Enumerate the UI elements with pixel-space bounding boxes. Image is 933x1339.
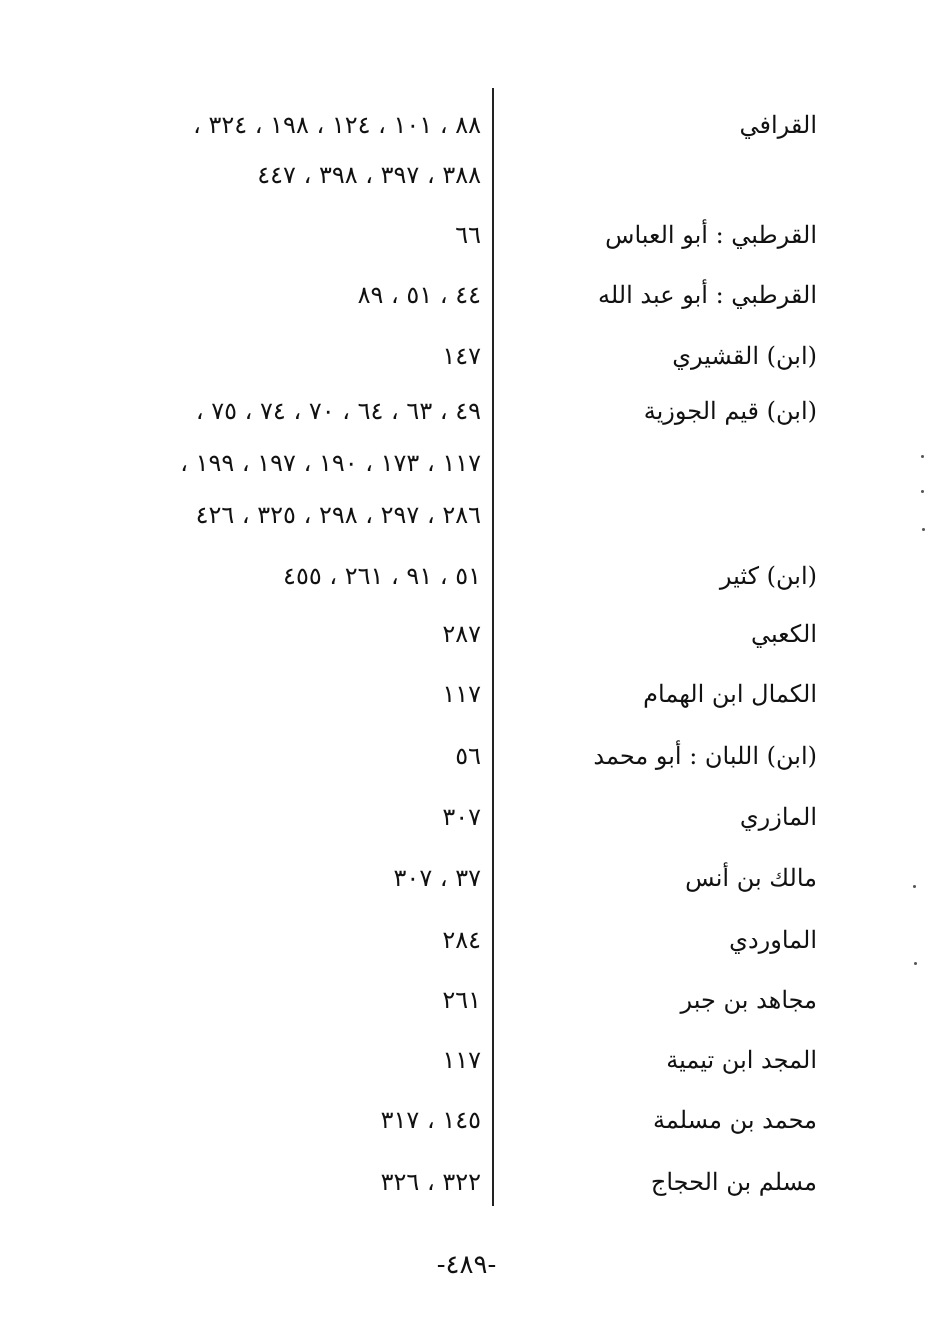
index-entry-name: (ابن) اللبان : أبو محمد: [593, 742, 817, 770]
scan-speck: [921, 490, 924, 493]
index-entry-pages: ١١٧: [442, 680, 481, 708]
column-divider: [492, 88, 494, 1206]
index-entry-pages: ٣٢٢ ، ٣٢٦: [380, 1168, 481, 1196]
index-entry-pages: ٤٩ ، ٦٣ ، ٦٤ ، ٧٠ ، ٧٤ ، ٧٥ ،: [195, 397, 481, 425]
index-entry-name: مالك بن أنس: [685, 864, 817, 892]
index-entry-pages: ٣٨٨ ، ٣٩٧ ، ٣٩٨ ، ٤٤٧: [257, 161, 481, 189]
index-entry-name: محمد بن مسلمة: [653, 1106, 817, 1134]
index-entry-name: (ابن) قيم الجوزية: [643, 397, 817, 425]
index-entry-pages: ٣٧ ، ٣٠٧: [393, 864, 481, 892]
index-entry-pages: ٣٠٧: [442, 803, 481, 831]
index-entry-name: (ابن) كثير: [719, 562, 817, 590]
index-entry-name: الكمال ابن الهمام: [643, 680, 817, 708]
index-entry-pages: ٢٦١: [442, 986, 481, 1014]
index-entry-pages: ٢٨٧: [442, 620, 481, 648]
scan-speck: [921, 455, 924, 458]
page-number: -٤٨٩-: [436, 1250, 497, 1280]
index-entry-pages: ١١٧ ، ١٧٣ ، ١٩٠ ، ١٩٧ ، ١٩٩ ،: [180, 449, 481, 477]
index-entry-pages: ٦٦: [455, 221, 481, 249]
index-entry-name: القرطبي : أبو عبد الله: [597, 281, 817, 309]
index-entry-pages: ٤٤ ، ٥١ ، ٨٩: [357, 281, 481, 309]
index-entry-pages: ٢٨٤: [442, 926, 481, 954]
index-entry-name: (ابن) القشيري: [672, 342, 817, 370]
index-entry-pages: ٢٨٦ ، ٢٩٧ ، ٢٩٨ ، ٣٢٥ ، ٤٢٦: [195, 501, 481, 529]
index-entry-name: المازري: [739, 803, 817, 831]
index-entry-pages: ٨٨ ، ١٠١ ، ١٢٤ ، ١٩٨ ، ٣٢٤ ،: [193, 111, 481, 139]
index-entry-name: الماوردي: [729, 926, 817, 954]
index-entry-name: القرطبي : أبو العباس: [605, 221, 817, 249]
index-entry-pages: ١٤٧: [442, 342, 481, 370]
index-entry-name: الكعبي: [750, 620, 817, 648]
index-entry-name: القرافي: [739, 111, 817, 139]
index-entry-pages: ٥١ ، ٩١ ، ٢٦١ ، ٤٥٥: [283, 562, 481, 590]
index-entry-name: مجاهد بن جبر: [680, 986, 817, 1014]
scan-speck: [913, 885, 916, 888]
index-entry-name: المجد ابن تيمية: [666, 1046, 817, 1074]
index-entry-pages: ٥٦: [455, 742, 481, 770]
index-entry-name: مسلم بن الحجاج: [650, 1168, 817, 1196]
index-entry-pages: ١٤٥ ، ٣١٧: [380, 1106, 481, 1134]
index-entry-pages: ١١٧: [442, 1046, 481, 1074]
scan-speck: [914, 962, 917, 965]
scan-speck: [922, 528, 925, 531]
